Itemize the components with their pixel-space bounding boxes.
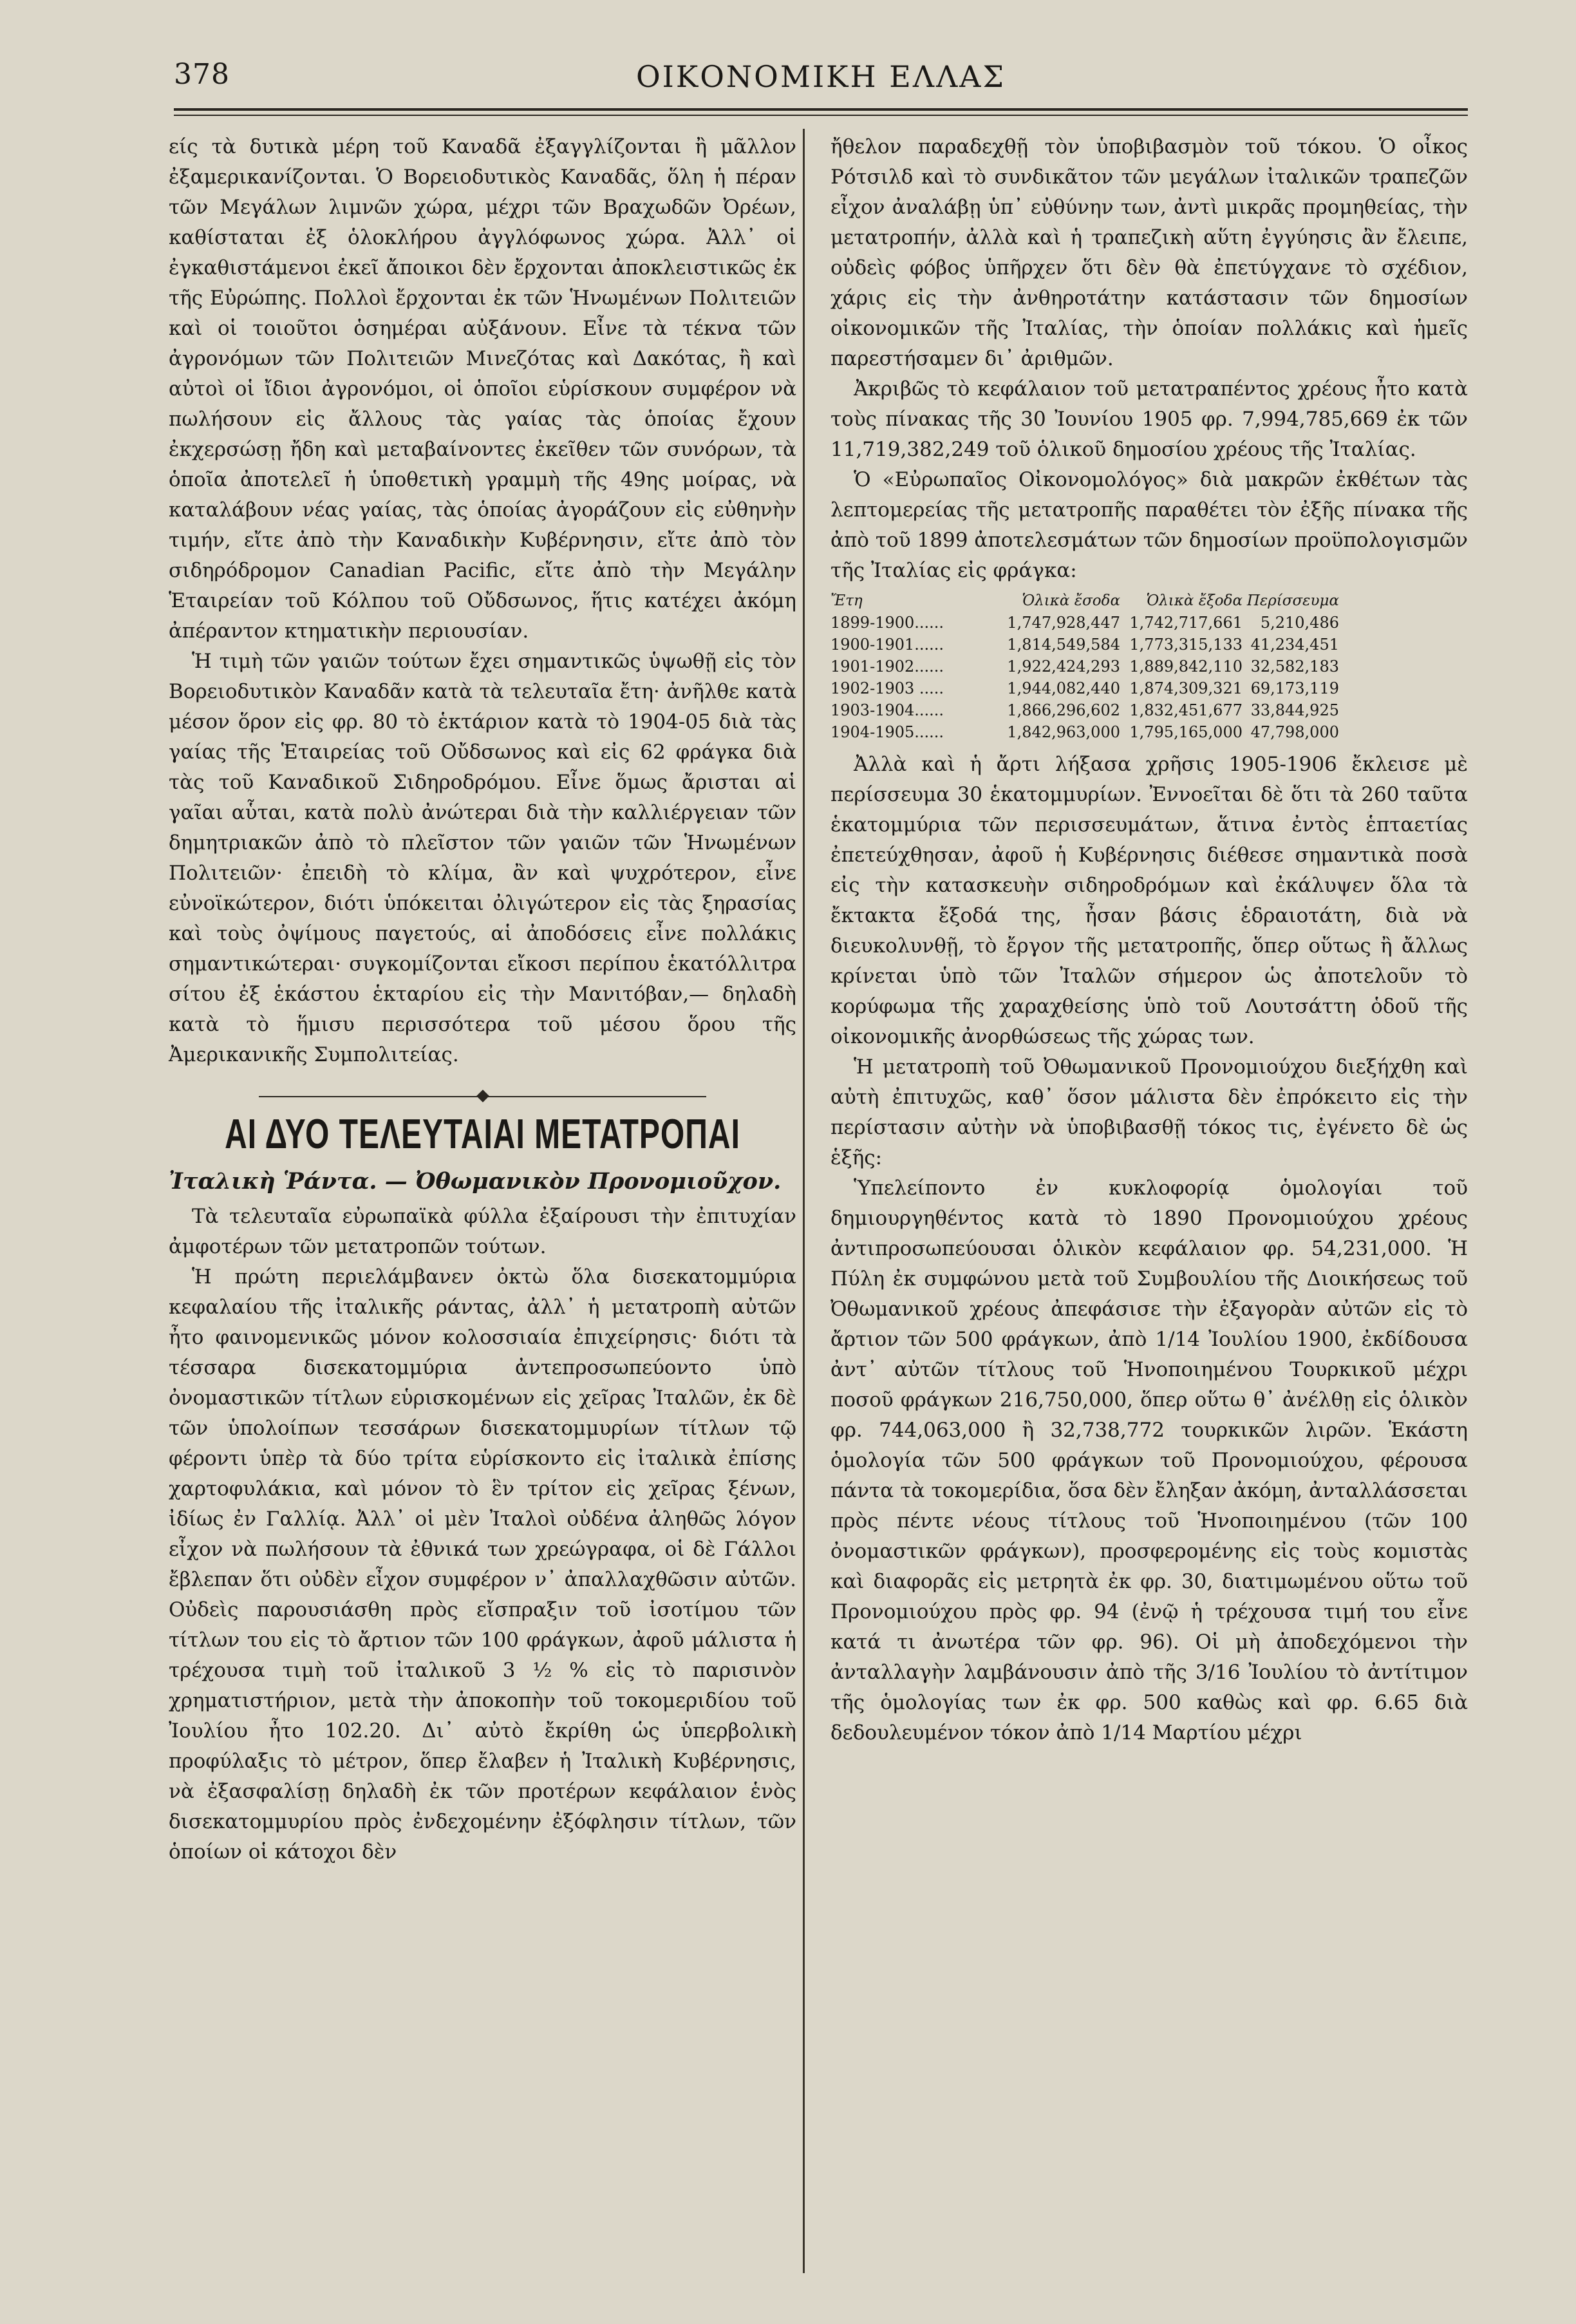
page-header <box>174 52 1468 109</box>
table-cell: 1,944,082,440 <box>1007 679 1120 697</box>
table-cell: 1,773,315,133 <box>1129 636 1243 654</box>
paragraph: είς τὰ δυτικὰ μέρη τοῦ Καναδᾶ ἐξαγγλίζονται ἢ μᾶλλον ἐξαμερικανίζονται. Ὁ Βορειοδυτικὸς Καναδᾶς, ὅλη ἡ πέραν τῶν Μεγάλων λιμνῶν χώρα, μέχρι τῶν Βραχωδῶν Ὀρέων, καθίσταται ἐξ ὁλοκλήρου ἀγγλόφωνος χώρα. Ἀλλ᾽ οἱ ἐγκαθιστάμενοι ἐκεῖ ἄποικοι δὲν ἔρχονται ἀποκλειστικῶς ἐκ τῆς Εὐρώπης. Πολλοὶ ἔρχονται ἐκ τῶν Ἡνωμένων Πολιτειῶν καὶ οἱ τοιοῦτοι ὁσημέραι αὐξάνουν. Εἶνε τὰ τέκνα τῶν ἀγρονόμων τῶν Πολιτειῶν Μινεζότας καὶ Δακότας, ἢ καὶ αὐτοὶ οἱ ἴδιοι ἀγρονόμοι, οἱ ὁποῖοι εὑρίσκουν συμφέρον νὰ πωλήσουν εἰς ἄλλους τὰς γαίας τὰς ὁποίας ἔχουν ἐκχερσώσῃ ἤδη καὶ μεταβαίνοντες ἐκεῖθεν τῶν συνόρων, τὰ ὁποῖα ἀποτελεῖ ἡ ὑποθετικὴ γραμμὴ τῆς 49ης μοίρας, νὰ καταλάβουν νέας γαίας, τὰς ὁποίας ἀγοράζουν εἰς εὐθηνὴν τιμήν, εἴτε ἀπὸ τὴν Καναδικὴν Κυβέρνησιν, εἴτε ἀπὸ τὸν σιδηρόδρομον Canadian Pacific, εἴτε ἀπὸ τὴν Μεγάλην Ἑταιρείαν τοῦ Κόλπου τοῦ Οὔδσωνος, ἥτις κατέχει ἀκόμη ἀπέραντον κτηματικὴν περιουσίαν. <box>169 135 796 643</box>
table-cell: 1,874,309,321 <box>1129 679 1243 697</box>
table-cell: 33,844,925 <box>1250 701 1339 719</box>
separator-ornament <box>476 1090 489 1102</box>
table-row <box>830 634 1468 656</box>
table-cell: 1,742,717,661 <box>1129 614 1243 632</box>
table-header-row <box>830 590 1468 612</box>
section-heading: ΑΙ ΔΥΟ ΤΕΛΕΥΤΑΙΑΙ ΜΕΤΑΤΡΟΠΑΙ <box>225 1111 740 1158</box>
table-cell: 69,173,119 <box>1250 679 1339 697</box>
table-cell: 1901-1902...... <box>830 657 944 675</box>
table-row <box>830 656 1468 677</box>
paragraph: ἤθελον παραδεχθῇ τὸν ὑποβιβασμὸν τοῦ τόκου. Ὁ οἶκος Ρότσιλδ καὶ τὸ συνδικᾶτον τῶν μεγάλων ἰταλικῶν τραπεζῶν εἶχον ἀναλάβῃ ὑπ᾽ εὐθύνην των, ἀντὶ μικρᾶς προμηθείας, τὴν μετατροπήν, ἀλλὰ καὶ ἡ τραπεζικὴ αὕτη ἐγγύησις ἂν ἔλειπε, οὐδεὶς φόβος ὑπῆρχεν ὅτι δὲν θὰ ἐπετύγχανε τὸ σχέδιον, χάρις εἰς τὴν ἀνθηροτάτην κατάστασιν τῶν δημοσίων οἰκονομικῶν τῆς Ἰταλίας, τὴν ὁποίαν πολλάκις καὶ ἡμεῖς παρεστήσαμεν δι᾽ ἀριθμῶν. <box>830 135 1468 370</box>
paragraph: Τὰ τελευταῖα εὐρωπαϊκὰ φύλλα ἐξαίρουσι τὴν ἐπιτυχίαν ἀμφοτέρων τῶν μετατροπῶν τούτων. <box>169 1205 796 1258</box>
left-column <box>169 132 796 1867</box>
table-cell: 1,922,424,293 <box>1007 657 1120 675</box>
paragraph: Ἀκριβῶς τὸ κεφάλαιον τοῦ μετατραπέντος χρέους ἦτο κατὰ τοὺς πίνακας τῆς 30 Ἰουνίου 1905 φρ. 7,994,785,669 ἐκ τῶν 11,719,382,249 τοῦ ὁλικοῦ δημοσίου χρέους τῆς Ἰταλίας. <box>830 377 1468 461</box>
running-title: ΟΙΚΟΝΟΜΙΚΗ ΕΛΛΑΣ <box>635 59 1006 94</box>
paragraph: Ὑπελείποντο ἐν κυκλοφορίᾳ ὁμολογίαι τοῦ δημιουργηθέντος κατὰ τὸ 1890 Προνομιούχου χρέους ἀντιπροσωπεύουσαι ὁλικὸν κεφάλαιον φρ. 54,231,000. Ἡ Πύλη ἐκ συμφώνου μετὰ τοῦ Συμβουλίου τῆς Διοικήσεως τοῦ Ὀθωμανικοῦ χρέους ἀπεφάσισε τὴν ἐξαγορὰν αὐτῶν εἰς τὸ ἄρτιον τῶν 500 φράγκων, ἀπὸ 1/14 Ἰουλίου 1900, ἐκδίδουσα ἀντ᾽ αὐτῶν τίτλους τοῦ Ἡνοποιημένου Τουρκικοῦ μέχρι ποσοῦ φράγκων 216,750,000, ὅπερ οὕτω θ᾽ ἀνέλθῃ εἰς ὁλικὸν φρ. 744,063,000 ἢ 32,738,772 τουρκικῶν λιρῶν. Ἑκάστη ὁμολογία τῶν 500 φράγκων τοῦ Προνομιούχου, φέρουσα πάντα τὰ τοκομερίδια, ὅσα δὲν ἔληξαν ἀκόμη, ἀνταλλάσσεται πρὸς πέντε νέους τίτλους τοῦ Ἡνοποιημένου (τῶν 100 ὀνομαστικῶν φράγκων), προσφερομένης εἰς τοὺς κομιστὰς καὶ διαφορᾶς εἰς μετρητὰ ἐκ φρ. 30, διατιμωμένου οὕτω τοῦ Προνομιούχου πρὸς φρ. 94 (ἐνῷ ἡ τρέχουσα τιμή του εἶνε κατά τι ἀνωτέρα τῶν φρ. 96). Οἱ μὴ ἀποδεχόμενοι τὴν ἀνταλλαγὴν λαμβάνουσιν ἀπὸ τῆς 3/16 Ἰουλίου τὸ ἀντίτιμον τῆς ὁμολογίας των ἐκ φρ. 500 καθὼς καὶ φρ. 6.65 διὰ δεδουλευμένον τόκον ἀπὸ 1/14 Μαρτίου μέχρι <box>830 1176 1468 1744</box>
paragraph: Ὁ «Εὐρωπαῖος Οἰκονομολόγος» διὰ μακρῶν ἐκθέτων τὰς λεπτομερείας τῆς μετατροπῆς παραθέτει τὸν ἐξῆς πίνακα τῆς ἀπὸ τοῦ 1899 ἀποτελεσμάτων τῶν δημοσίων προϋπολογισμῶν τῆς Ἰταλίας εἰς φράγκα: <box>830 468 1468 582</box>
table-cell: 1904-1905...... <box>830 723 944 741</box>
table-cell: 1903-1904...... <box>830 701 944 719</box>
page-number: 378 <box>174 58 230 91</box>
table-row <box>830 677 1468 699</box>
table-cell: 47,798,000 <box>1250 723 1339 741</box>
table-cell: 1900-1901...... <box>830 636 944 654</box>
header-rule-thin <box>174 115 1468 116</box>
table-cell: 5,210,486 <box>1260 614 1339 632</box>
right-column <box>830 132 1468 1748</box>
table-header-cell: Ἔτη <box>830 592 863 609</box>
table-cell: 1,842,963,000 <box>1007 723 1120 741</box>
table-cell: 41,234,451 <box>1250 636 1339 654</box>
budget-table <box>830 590 1468 743</box>
paragraph: Ἡ πρώτη περιελάμβανεν ὀκτὼ ὅλα δισεκατομμύρια κεφαλαίου τῆς ἰταλικῆς ράντας, ἀλλ᾽ ἡ μετατροπὴ αὐτῶν ἦτο φαινομενικῶς μόνον κολοσσιαία ἐπιχείρησις· διότι τὰ τέσσαρα δισεκατομμύρια ἀντεπροσωπεύοντο ὑπὸ ὀνομαστικῶν τίτλων εὑρισκομένων εἰς χεῖρας Ἰταλῶν, ἐκ δὲ τῶν ὑπολοίπων τεσσάρων δισεκατομμυρίων τίτλων τῷ φέροντι ὑπὲρ τὰ δύο τρίτα εὑρίσκοντο εἰς ἰταλικὰ ἐπίσης χαρτοφυλάκια, καὶ μόνον τὸ ἓν τρίτον εἰς χεῖρας ξένων, ἰδίως ἐν Γαλλίᾳ. Ἀλλ᾽ οἱ μὲν Ἰταλοὶ οὐδένα ἀληθῶς λόγον εἶχον νὰ πωλήσουν τὰ ἐθνικά των χρεώγραφα, οἱ δὲ Γάλλοι ἔβλεπαν ὅτι οὐδὲν εἶχον συμφέρον ν᾽ ἀπαλλαχθῶσιν αὐτῶν. Οὐδεὶς παρουσιάσθη πρὸς εἴσπραξιν τοῦ ἰσοτίμου τῶν τίτλων του εἰς τὸ ἄρτιον τῶν 100 φράγκων, ἀφοῦ μάλιστα ἡ τρέχουσα τιμὴ τοῦ ἰταλικοῦ 3 ½ % εἰς τὸ παρισινὸν χρηματιστήριον, μετὰ τὴν ἀποκοπὴν τοῦ τοκομεριδίου τοῦ Ἰουλίου ἦτο 102.20. Δι᾽ αὐτὸ ἔκρίθη ὡς ὑπερβολικὴ προφύλαξις τὸ μέτρον, ὅπερ ἔλαβεν ἡ Ἰταλικὴ Κυβέρνησις, νὰ ἐξασφαλίσῃ δηλαδὴ ἐκ τῶν προτέρων κεφάλαιον ἑνὸς δισεκατομμυρίου πρὸς ἐνδεχομένην ἐξόφλησιν τίτλων, τῶν ὁποίων οἱ κάτοχοι δὲν <box>169 1265 796 1864</box>
table-cell: 1,747,928,447 <box>1007 614 1120 632</box>
table-header-cell: Ὁλικὰ ἔξοδα <box>1146 592 1243 609</box>
paragraph: Ἡ μετατροπὴ τοῦ Ὀθωμανικοῦ Προνομιούχου διεξήχθη καὶ αὐτὴ ἐπιτυχῶς, καθ᾽ ὅσον μάλιστα δὲν ἐπρόκειτο εἰς τὴν περίστασιν αὐτὴν νὰ ὑποβιβασθῇ τόκος τις, ἐγένετο δὲ ὡς ἑξῆς: <box>830 1055 1468 1169</box>
table-cell: 1,814,549,584 <box>1007 636 1120 654</box>
paragraph: Ἀλλὰ καὶ ἡ ἄρτι λήξασα χρῆσις 1905-1906 ἔκλεισε μὲ περίσσευμα 30 ἑκατομμυρίων. Ἐννοεῖται δὲ ὅτι τὰ 260 ταῦτα ἑκατομμύρια τῶν περισσευμάτων, ἅτινα ἐντὸς ἑπταετίας ἐπετεύχθησαν, ἀφοῦ ἡ Κυβέρνησις διέθεσε σημαντικὰ ποσὰ εἰς τὴν κατασκευὴν σιδηροδρόμων καὶ ἐκάλυψεν ὅλα τὰ ἔκτακτα ἔξοδά της, ἦσαν βάσις ἑδραιοτάτη, διὰ νὰ διευκολυνθῇ, τὸ ἔργον τῆς μετατροπῆς, ὅπερ οὕτως ἢ ἄλλως κρίνεται ὑπὸ τῶν Ἰταλῶν σήμερον ὡς ἀποτελοῦν τὸ κορύφωμα τῆς χαραχθείσης ὑπὸ τοῦ Λουτσάττη ὁδοῦ τῆς οἰκονομικῆς ἀνορθώσεως τῆς χώρας των. <box>830 753 1468 1048</box>
table-header-cell: Περίσσευμα <box>1246 592 1339 609</box>
table-cell: 1,866,296,602 <box>1007 701 1120 719</box>
table-cell: 1902-1903 ..... <box>830 679 944 697</box>
table-row <box>830 721 1468 743</box>
column-divider <box>803 129 805 2273</box>
table-cell: 1,795,165,000 <box>1129 723 1243 741</box>
table-cell: 1899-1900...... <box>830 614 944 632</box>
paragraph: Ἡ τιμὴ τῶν γαιῶν τούτων ἔχει σημαντικῶς ὑψωθῇ εἰς τὸν Βορειοδυτικὸν Καναδᾶν κατὰ τὰ τελευταῖα ἔτη· ἀνῆλθε κατὰ μέσον ὅρον εἰς φρ. 80 τὸ ἑκτάριον κατὰ τὸ 1904-05 διὰ τὰς γαίας τῆς Ἑταιρείας τοῦ Οὔδσωνος καὶ εἰς 62 φράγκα διὰ τὰς τοῦ Καναδικοῦ Σιδηροδρόμου. Εἶνε ὅμως ἄρισται αἱ γαῖαι αὗται, κατὰ πολὺ ἀνώτεραι διὰ τὴν καλλιέργειαν τῶν δημητριακῶν ἀπὸ τὸ πλεῖστον τῶν γαιῶν τῶν Ἡνωμένων Πολιτειῶν· ἐπειδὴ τὸ κλίμα, ἂν καὶ ψυχρότερον, εἶνε εὐνοϊκώτερον, διότι ὑπόκειται ὀλιγώτερον εἰς τὰς ξηρασίας καὶ τοὺς ὀψίμους παγετούς, αἱ ἀποδόσεις εἶνε πολλάκις σημαντικώτεραι· συγκομίζονται εἴκοσι περίπου ἑκατόλλιτρα σίτου ἐξ ἑκάστου ἑκταρίου εἰς τὴν Μανιτόβαν,— δηλαδὴ κατὰ τὸ ἥμισυ περισσότερα τοῦ μέσου ὅρου τῆς Ἀμερικανικῆς Συμπολιτείας. <box>169 650 796 1066</box>
header-rule <box>174 108 1468 111</box>
table-row <box>830 612 1468 634</box>
table-cell: 32,582,183 <box>1250 657 1339 675</box>
table-row <box>830 699 1468 721</box>
table-header-cell: Ὁλικὰ ἔσοδα <box>1022 592 1120 609</box>
section-separator <box>169 1084 796 1109</box>
subheading: Ἰταλικὴ Ῥάντα. — Ὀθωμανικὸν Προνομιοῦχον. <box>169 1168 782 1195</box>
table-cell: 1,889,842,110 <box>1129 657 1243 675</box>
table-cell: 1,832,451,677 <box>1129 701 1243 719</box>
